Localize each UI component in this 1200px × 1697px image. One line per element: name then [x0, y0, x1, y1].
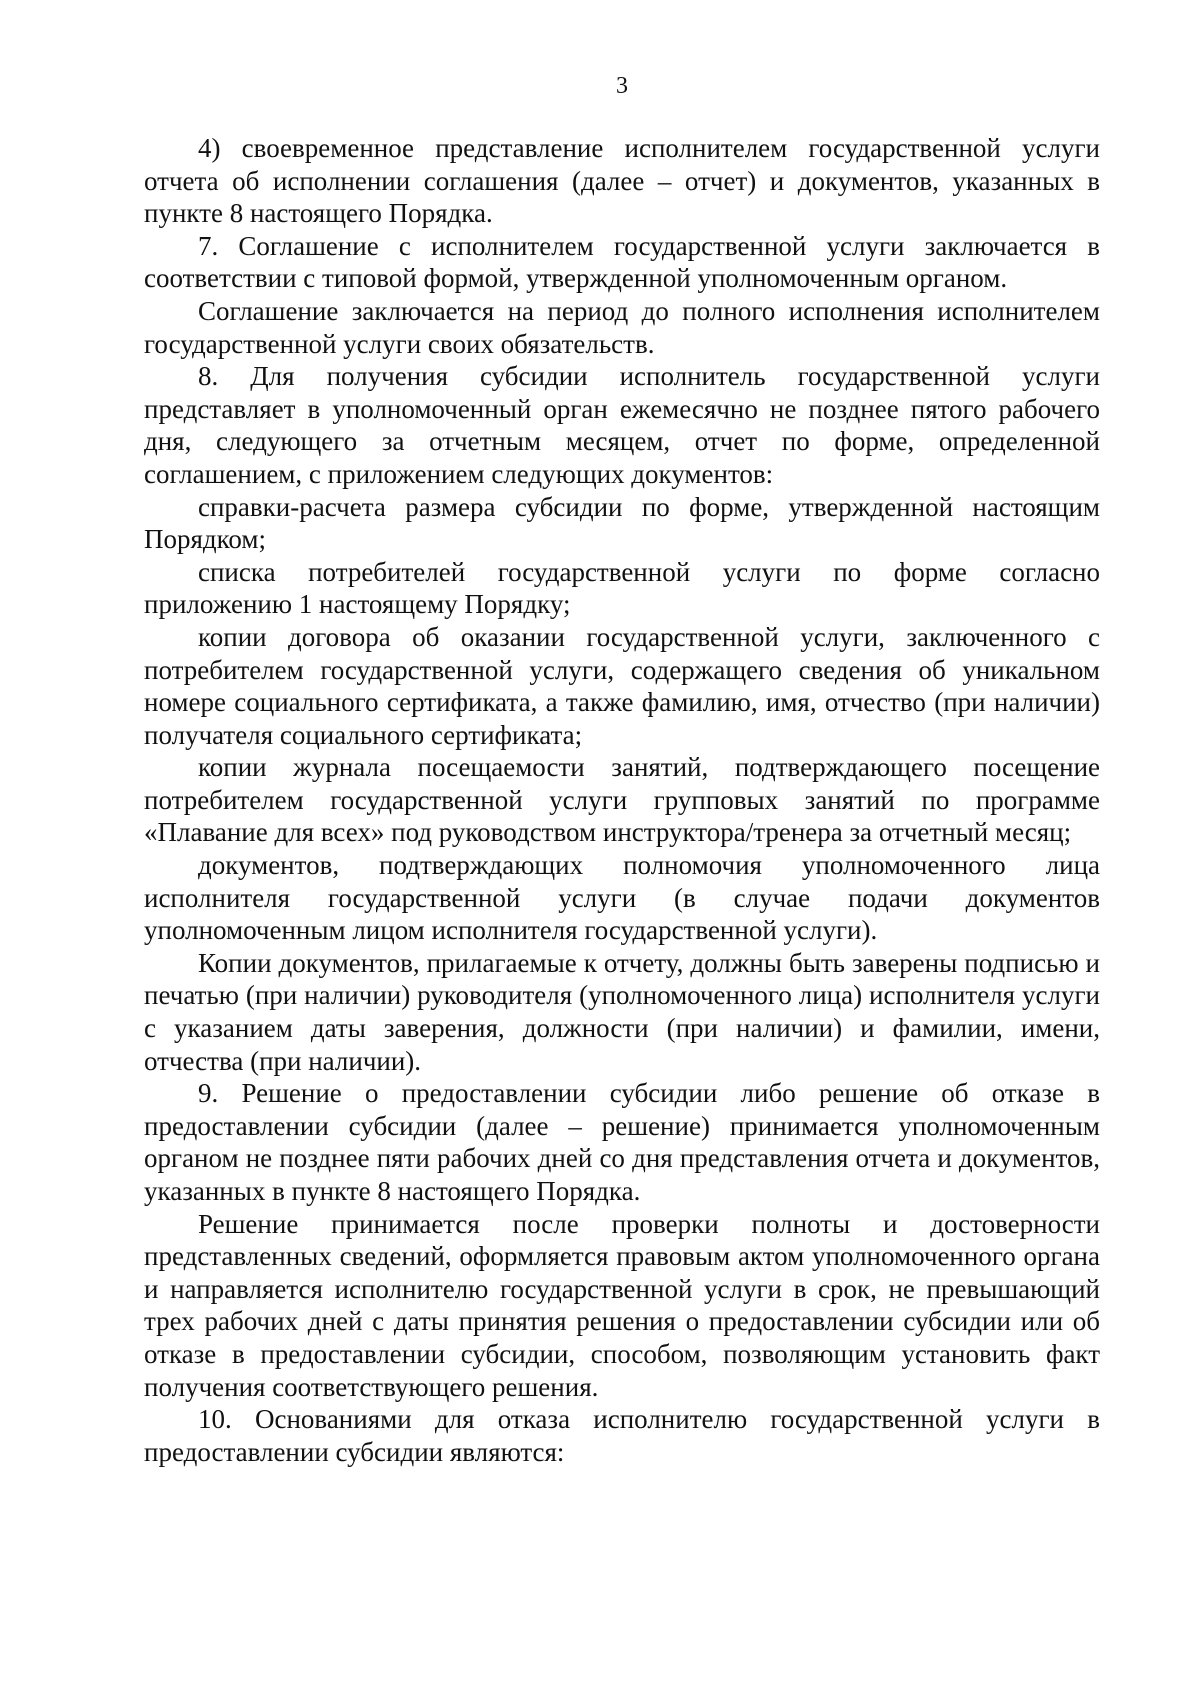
paragraph-copies-certification: Копии документов, прилагаемые к отчету, должны быть заверены подписью и печатью (при наличии) руководителя (уполномоченного лица) исполнителя услуги с указанием даты заверения, должности (при наличии) и фамилии, имени, отчества (при наличии). [144, 947, 1100, 1076]
paragraph-decision-process: Решение принимается после проверки полноты и достоверности представленных сведений, оформляется правовым актом уполномоченного органа и направляется исполнителю государственной услуги в срок, не превышающий трех рабочих дней с даты принятия решения о предоставлении субсидии или об отказе в предоставлении субсидии, способом, позволяющим установить факт получения соответствующего решения. [144, 1208, 1100, 1402]
paragraph-clause-9: 9. Решение о предоставлении субсидии либо решение об отказе в предоставлении субсидии (далее – решение) принимается уполномоченным органом не позднее пяти рабочих дней со дня представления отчета и документов, указанных в пункте 8 настоящего Порядка. [144, 1078, 1100, 1206]
paragraph-subitem-4: 4) своевременное представление исполнителем государственной услуги отчета об исполнении соглашения (далее – отчет) и документов, указанных в пункте 8 настоящего Порядка. [144, 133, 1100, 229]
list-item-attendance-journal: копии журнала посещаемости занятий, подтверждающего посещение потребителем государственной услуги групповых занятий по программе «Плавание для всех» под руководством инструктора/тренера за отчетный месяц; [144, 752, 1100, 848]
paragraph-agreement-period: Соглашение заключается на период до полного исполнения исполнителем государственной услуги своих обязательств. [144, 295, 1100, 359]
page-number: 3 [616, 73, 628, 99]
paragraph-clause-7: 7. Соглашение с исполнителем государственной услуги заключается в соответствии с типовой формой, утвержденной уполномоченным органом. [144, 230, 1100, 294]
document-body [144, 132, 1100, 1468]
list-item-authority-documents: документов, подтверждающих полномочия уполномоченного лица исполнителя государственной услуги (в случае подачи документов уполномоченным лицом исполнителя государственной услуги). [144, 850, 1100, 946]
list-item-consumer-list: списка потребителей государственной услуги по форме согласно приложению 1 настоящему Порядку; [144, 556, 1100, 620]
paragraph-clause-10: 10. Основаниями для отказа исполнителю государственной услуги в предоставлении субсидии являются: [144, 1404, 1100, 1467]
list-item-calculation-certificate: справки-расчета размера субсидии по форме, утвержденной настоящим Порядком; [144, 491, 1100, 555]
paragraph-clause-8: 8. Для получения субсидии исполнитель государственной услуги представляет в уполномоченный орган ежемесячно не позднее пятого рабочего дня, следующего за отчетным месяцем, отчет по форме, определенной соглашением, с приложением следующих документов: [144, 361, 1100, 489]
list-item-contract-copy: копии договора об оказании государственной услуги, заключенного с потребителем государственной услуги, содержащего сведения об уникальном номере социального сертификата, а также фамилию, имя, отчество (при наличии) получателя социального сертификата; [144, 621, 1100, 750]
